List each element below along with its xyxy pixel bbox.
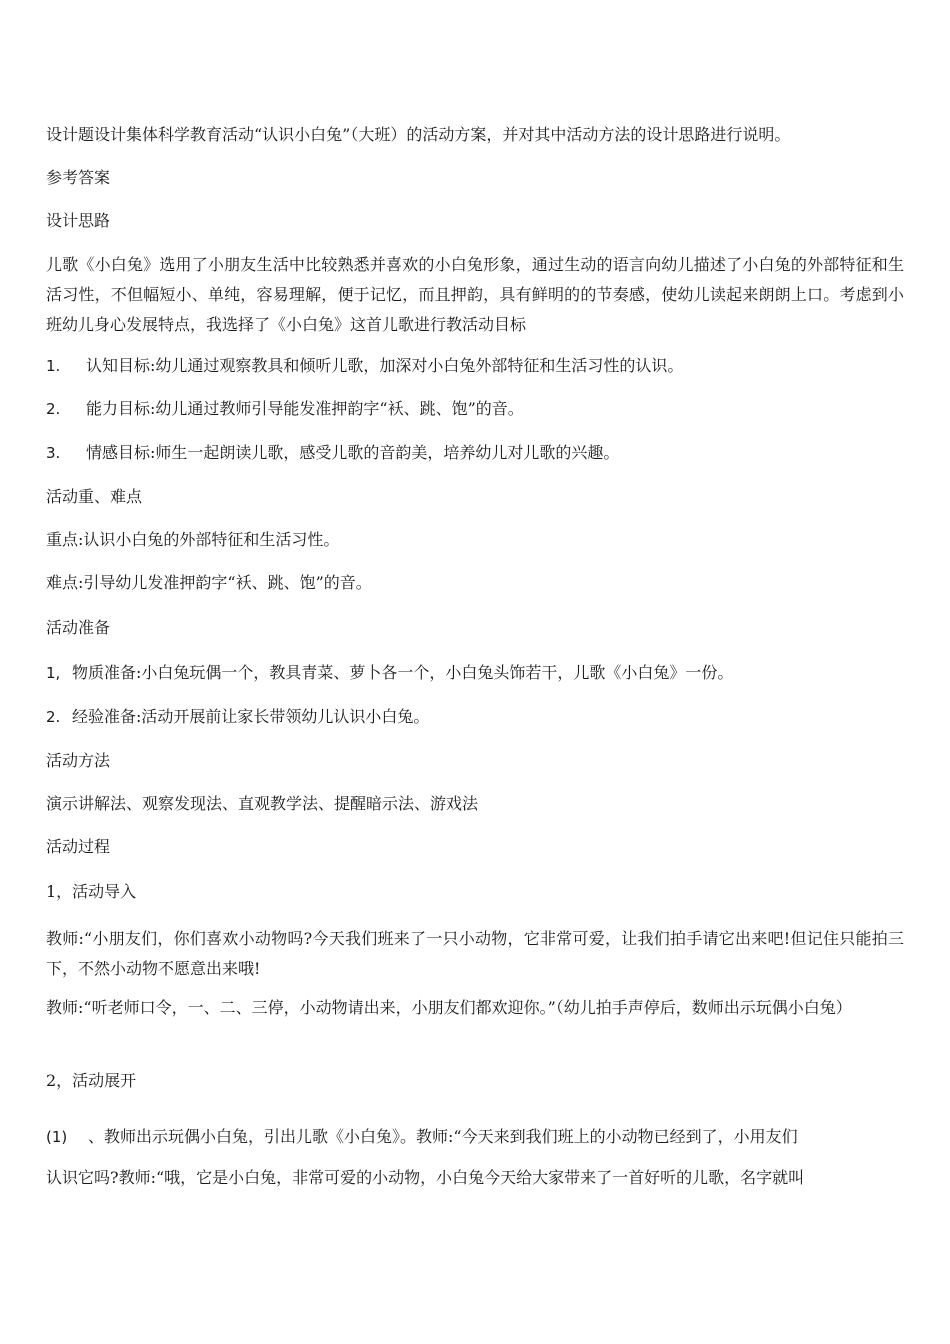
goal-item-3 (46, 442, 906, 464)
prep-text: 物质准备:小白兔玩偶一个，教具青菜、萝卜各一个，小白兔头饰若干，儿歌《小白兔》一份。 (72, 663, 734, 682)
goal-text: 认知目标:幼儿通过观察教具和倾听儿歌，加深对小白兔外部特征和生活习性的认识。 (86, 356, 684, 375)
goal-number: 2. (46, 400, 61, 418)
goal-text: 能力目标:幼儿通过教师引导能发准押韵字“袄、跳、饱”的音。 (86, 399, 524, 418)
teacher-speech-1: 教师:“小朋友们，你们喜欢小动物吗?今天我们班来了一只小动物，它非常可爱，让我们拍手请它出来吧!但记住只能拍三下，不然小动物不愿意出来哦! (46, 929, 904, 978)
step-1-heading: 1，活动导入 (46, 882, 137, 901)
prep-heading: 活动准备 (46, 618, 111, 637)
question-text: 设计题设计集体科学教育活动“认识小白兔”（大班）的活动方案，并对其中活动方法的设计思路进行说明。 (46, 125, 791, 144)
teacher-speech-2: 教师:“听老师口令，一、二、三停，小动物请出来，小朋友们都欢迎你。”（幼儿拍手声停后，数师出示玩偶小白兔） (46, 998, 852, 1017)
prep-number: 2. (46, 708, 61, 726)
design-heading: 设计思路 (46, 211, 111, 230)
goal-text: 情感目标:师生一起朗读儿歌，感受儿歌的音韵美，培养幼儿对儿歌的兴趣。 (86, 443, 620, 462)
methods-list: 演示讲解法、观察发现法、直观教学法、提醒暗示法、游戏法 (46, 794, 479, 813)
design-paragraph: 儿歌《小白兔》选用了小朋友生活中比较熟悉并喜欢的小白兔形象，通过生动的语言向幼儿描述了小白兔的外部特征和生活习性，不但幅短小、单纯，容易理解，便于记忆，而且押韵，具有鲜明的的节奏感，使幼儿读起来朗朗上口。考虑到小班幼儿身心发展特点，我选择了《小白兔》这首儿歌进行教活动目标 (46, 255, 904, 334)
key-heading: 活动重、难点 (46, 487, 143, 506)
prep-text: 经验准备:活动开展前让家长带领幼儿认识小白兔。 (72, 707, 430, 726)
sub-step-text: 、教师出示玩偶小白兔，引出儿歌《小白兔》。教师:“今天来到我们班上的小动物已经到了，小用友们 (88, 1127, 798, 1146)
goal-number: 3. (46, 444, 61, 462)
key-point: 重点:认识小白兔的外部特征和生活习性。 (46, 530, 340, 549)
step-2-heading: 2，活动展开 (46, 1071, 137, 1090)
goal-item-2 (46, 398, 906, 420)
prep-item-2 (46, 706, 906, 728)
sub-step-1-line-1 (46, 1126, 906, 1148)
answer-heading: 参考答案 (46, 168, 111, 187)
method-heading: 活动方法 (46, 751, 111, 770)
difficult-point: 难点:引导幼儿发准押韵字“袄、跳、饱”的音。 (46, 573, 372, 592)
process-heading: 活动过程 (46, 837, 111, 856)
goal-number: 1. (46, 357, 61, 375)
goal-item-1 (46, 355, 906, 377)
sub-step-1-line-2: 认识它吗?教师:“哦，它是小白兔，非常可爱的小动物，小白兔今天给大家带来了一首好听的儿歌，名字就叫 (46, 1168, 805, 1187)
prep-number: 1, (46, 664, 61, 682)
prep-item-1 (46, 662, 906, 684)
sub-step-number: (1) (46, 1128, 68, 1146)
